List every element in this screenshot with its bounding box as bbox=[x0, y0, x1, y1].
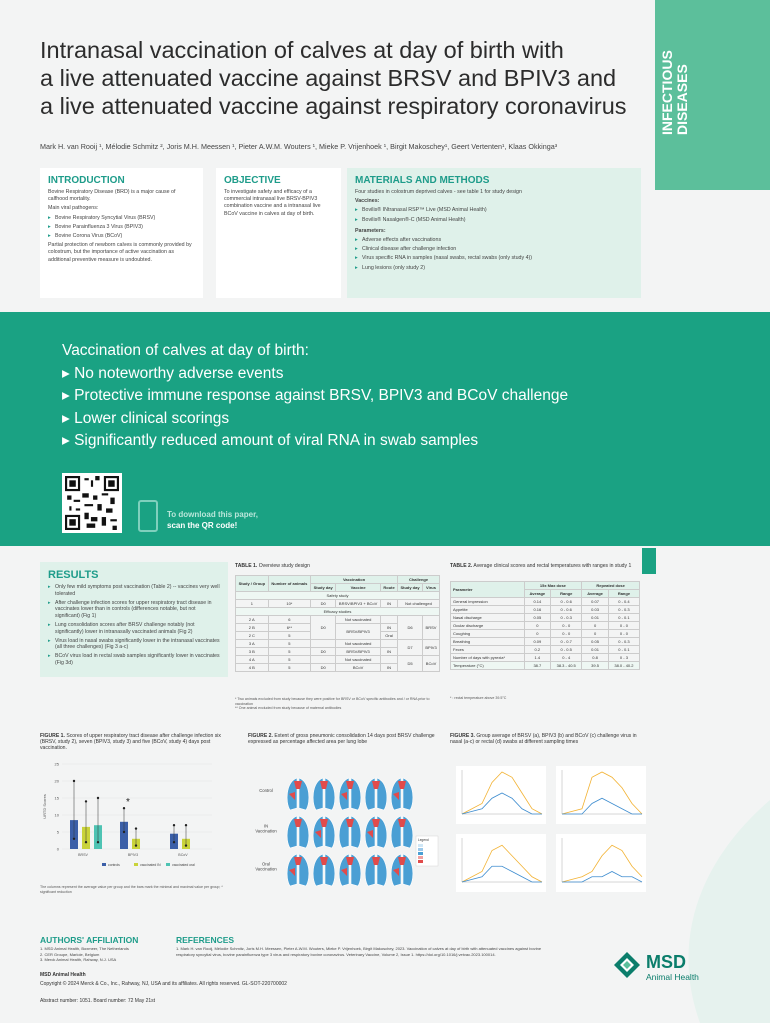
min-point bbox=[173, 841, 175, 843]
min-point bbox=[185, 844, 187, 846]
lung-diagram bbox=[313, 854, 335, 886]
row-label: Vaccination bbox=[255, 866, 277, 872]
footer-company: MSD Animal Health bbox=[40, 972, 86, 978]
min-point bbox=[123, 831, 125, 833]
pathogen-item: ▸ Bovine Parainfluenza 3 Virus (BPIV3) bbox=[48, 224, 195, 231]
significance-marker: * bbox=[126, 796, 130, 808]
lung-diagram bbox=[365, 816, 387, 848]
lung-diagram bbox=[391, 854, 413, 886]
table-row: Breathing 0.09 0 - 0.7 0.05 0 - 0.3 bbox=[451, 638, 640, 646]
msd-logo-subtitle: Animal Health bbox=[646, 972, 699, 982]
key-finding-item: ▸ No noteworthy adverse events bbox=[62, 364, 284, 382]
objective-heading: OBJECTIVE bbox=[224, 175, 281, 186]
table-row: Number of days with pyrexia* 1.4 0 - 4 0.8 0 - 3 bbox=[451, 654, 640, 662]
x-tick-label: BCoV bbox=[178, 853, 188, 857]
vaccine-item: ▸ Bovilis® INtranasal RSP™ Live (MSD Animal Health) bbox=[355, 207, 633, 214]
methods-box: MATERIALS AND METHODS Four studies in colostrum deprived calves - see table 1 for study design Vaccines: ▸ Bovilis® INtranasal RSP™ Live (MSD Animal Health) ▸ Bovilis® Nasalgen®-C (MSD Animal Health) Parameters: ▸ Adverse effects after vaccinations ▸ Clinical disease after challenge infection ▸ Virus specific RNA in samples (nasal swabs, rectal swabs (only study 4)) ▸ Lung lesions (only study 2) bbox=[347, 168, 641, 298]
legend-swatch bbox=[102, 863, 106, 866]
y-axis-label: URTD Scores bbox=[42, 794, 47, 819]
x-tick-label: BPIV3 bbox=[127, 853, 139, 857]
abstract-number: Abstract number: 1051. Board number: 72 May 21st bbox=[40, 998, 156, 1004]
figure2-caption: FIGURE 2. Extent of gross pneumonic consolidation 14 days post BRSV challenge expressed as percentage affected area per lung lobe bbox=[248, 733, 435, 746]
legend-title: Legend bbox=[418, 838, 429, 842]
pathogen-item: ▸ Bovine Respiratory Syncytial Virus (BRSV) bbox=[48, 215, 195, 222]
results-heading: RESULTS bbox=[48, 569, 99, 581]
legend-label: controls bbox=[108, 862, 120, 867]
legend-swatch bbox=[418, 856, 423, 859]
legend-label: vaccinated IN bbox=[140, 862, 161, 867]
table1-caption: TABLE 1. Overview study design bbox=[235, 563, 310, 569]
y-tick-label: 20 bbox=[54, 778, 59, 784]
introduction-heading: INTRODUCTION bbox=[48, 175, 125, 186]
min-point bbox=[73, 838, 75, 840]
table-row: 1 10* D0 BRSV/BPIV3 + BCoV IN Not challenged bbox=[236, 600, 440, 608]
lung-diagram bbox=[391, 778, 413, 810]
min-point bbox=[97, 841, 99, 843]
virus-load-panel bbox=[456, 766, 546, 824]
affiliation-list: 1. MSD Animal Health, Boxmeer, The Netherlands 2. CER Groupe, Marloie, Belgium 3. Merck Animal Health, Rahway, N.J. USA bbox=[40, 946, 129, 962]
max-point bbox=[97, 797, 99, 799]
introduction-box: INTRODUCTION Bovine Respiratory Disease (BRD) is a major cause of calfhood mortality. Main viral pathogens: ▸ Bovine Respiratory Syncytial Virus (BRSV) ▸ Bovine Parainfluenza 3 Virus (BPIV3) ▸ Bovine Corona Virus (BCoV) Partial protection of newborn calves is commonly provided by colostrum, but the importance of active vaccination as additional preventive measure is undoubted. bbox=[40, 168, 203, 298]
max-point bbox=[135, 827, 137, 829]
result-item: ▸ After challenge infection scores for upper respiratory tract disease in vaccinates lower than in controls (differences notable, but not significant) (Fig 1) bbox=[48, 600, 220, 620]
poster-title: Intranasal vaccination of calves at day of birth with a live attenuated vaccine against BRSV and BPIV3 and a live attenuated vaccine against respiratory coronavirus bbox=[40, 37, 627, 119]
table1-footnotes: * Two animals excluded from study because they were positive for BRSV or BCoV specific antibodies and / or RNA prior to vaccination ** One animal excluded from study because of maternal antibodies bbox=[235, 697, 430, 711]
lung-diagram bbox=[313, 778, 335, 810]
download-text: To download this paper, bbox=[167, 510, 258, 519]
row-label: IN bbox=[263, 823, 269, 829]
legend-swatch bbox=[166, 863, 170, 866]
panel-background bbox=[456, 834, 546, 892]
y-tick-label: 5 bbox=[56, 829, 59, 835]
side-marker bbox=[642, 548, 656, 574]
lung-lesion-figure bbox=[248, 758, 443, 898]
key-finding-item: ▸ Protective immune response against BRSV, BPIV3 and BCoV challenge bbox=[62, 387, 569, 404]
lung-diagram bbox=[339, 854, 361, 886]
table-row: Ocular discharge 0 0 - 0 0 0 - 0 bbox=[451, 622, 640, 630]
figure1-footnote: The columns represent the average value per group and the bars mark the minimal and maximal value per group; * significant reduction bbox=[40, 885, 223, 894]
virus-load-panel bbox=[456, 834, 546, 892]
authors: Mark H. van Rooij ¹, Mélodie Schmitz ², Joris M.H. Meessen ¹, Pieter A.W.M. Wouters ¹, Mieke P. Vrijenhoek ¹, Birgit Makoschey¹, Geert Vertenten¹, Klaas Okkinga³ bbox=[40, 142, 558, 151]
legend-swatch bbox=[134, 863, 138, 866]
key-finding-item: ▸ Significantly reduced amount of viral RNA in swab samples bbox=[62, 432, 479, 449]
category-label: INFECTIOUS DISEASES bbox=[659, 50, 690, 135]
msd-logo: MSD bbox=[646, 952, 686, 972]
affiliation-heading: AUTHORS' AFFILIATION bbox=[40, 935, 139, 945]
msd-logo-icon bbox=[612, 950, 642, 980]
table-row: 3 B 5 D0 BRSV/BPIV3 IN bbox=[236, 648, 440, 656]
max-point bbox=[73, 780, 75, 782]
phone-icon bbox=[138, 500, 158, 532]
parameter-item: ▸ Lung lesions (only study 2) bbox=[355, 265, 633, 272]
decorative-swoosh bbox=[640, 800, 770, 1023]
key-finding-item: ▸ Lower clinical scorings bbox=[62, 409, 230, 427]
result-item: ▸ Virus load in nasal swabs significantly lower in the intranasal vaccinates (all three challenges) (Fig 3 a-c) bbox=[48, 638, 220, 652]
table-row: Coughing 0 0 - 0 0 0 - 0 bbox=[451, 630, 640, 638]
table-row: 3 A 5 Not vaccinated D7 BPIV3 bbox=[236, 640, 440, 648]
lung-diagram bbox=[365, 778, 387, 810]
parameter-item: ▸ Clinical disease after challenge infection bbox=[355, 246, 633, 253]
methods-heading: MATERIALS AND METHODS bbox=[355, 175, 490, 186]
urtd-bar-chart bbox=[40, 758, 230, 883]
parameter-item: ▸ Adverse effects after vaccinations bbox=[355, 237, 633, 244]
lung-diagram bbox=[287, 778, 309, 810]
virus-load-panel bbox=[556, 834, 646, 892]
lung-diagram bbox=[339, 778, 361, 810]
copyright: Copyright © 2024 Merck & Co., Inc., Rahway, NJ, USA and its affiliates. All rights reserved. GL-SOT-220700002 bbox=[40, 981, 287, 987]
max-point bbox=[123, 807, 125, 809]
y-tick-label: 15 bbox=[54, 795, 59, 801]
parameter-item: ▸ Virus specific RNA in samples (nasal swabs, rectal swabs (only study 4)) bbox=[355, 255, 633, 262]
lung-diagram bbox=[287, 816, 309, 848]
table-row: 4 A 5 Not vaccinated D5 BCoV bbox=[236, 656, 440, 664]
legend-label: vaccinated oral bbox=[172, 862, 195, 867]
table-row: 2 B 6** BRSV/BPIV3 IN bbox=[236, 624, 440, 632]
table-row: Temperature (°C) 38.7 38.3 - 40.5 39.5 38.0 - 40.2 bbox=[451, 662, 640, 670]
table-row: General impression 0.14 0 - 0.6 0.07 0 - 0.4 bbox=[451, 598, 640, 606]
y-tick-label: 0 bbox=[56, 846, 59, 852]
panel-background bbox=[456, 766, 546, 824]
result-item: ▸ BCoV virus load in rectal swab samples significantly lower in vaccinates (Fig 3d) bbox=[48, 653, 220, 667]
qr-code[interactable] bbox=[62, 473, 122, 533]
table-row: 4 B 5 D0 BCoV IN bbox=[236, 664, 440, 672]
table-row: Nasal discharge 0.05 0 - 0.3 0.01 0 - 0.1 bbox=[451, 614, 640, 622]
results-box bbox=[40, 562, 228, 677]
lung-diagram bbox=[287, 854, 309, 886]
result-item: ▸ Lung consolidation scores after BRSV challenge notably (not significantly) lower in intranasally vaccinated animals (Fig 2) bbox=[48, 622, 220, 636]
lung-diagram bbox=[365, 854, 387, 886]
lung-diagram bbox=[313, 816, 335, 848]
table-row: Appetite 0.16 0 - 0.6 0.03 0 - 0.3 bbox=[451, 606, 640, 614]
min-point bbox=[135, 844, 137, 846]
vaccine-item: ▸ Bovilis® Nasalgen®-C (MSD Animal Health) bbox=[355, 217, 633, 224]
study-design-table: Study / Group Number of animals Vaccination Challenge Study day Vaccine Route Study day Virus Safety study 1 10* D0 BRSV/BPIV3 + BCoV IN Not challenged Efficacy studies 2 A 6 D0 Not vaccinated D6 BRSV 2 B 6** BRSV/BPIV3 IN 2 C 5 Oral 3 A 5 Not vaccinated D7 BPIV3 3 B 5 D0 BRSV/BPIV3 IN 4 A 5 Not vaccinated D5 BCoV 4 B 5 D0 BCoV IN bbox=[235, 575, 440, 672]
lung-legend bbox=[416, 836, 438, 866]
table2-footnote: * : rectal temperature above 39.5°C bbox=[450, 696, 507, 700]
legend-swatch bbox=[418, 860, 423, 863]
pathogen-item: ▸ Bovine Corona Virus (BCoV) bbox=[48, 233, 195, 240]
table2-caption: TABLE 2. Average clinical scores and rectal temperatures with ranges in study 1 bbox=[450, 563, 632, 569]
y-tick-label: 25 bbox=[54, 761, 59, 767]
lung-diagram bbox=[391, 816, 413, 848]
max-point bbox=[85, 800, 87, 802]
references-heading: REFERENCES bbox=[176, 935, 235, 945]
figure3-caption: FIGURE 3. Group average of BRSV (a), BPIV3 (b) and BCoV (c) challenge virus in nasal (a-c) or rectal (d) swabs at different sampling times bbox=[450, 733, 637, 746]
objective-box: OBJECTIVE To investigate safety and efficacy of a commercial intranasal live BRSV-BPIV3 combination vaccine and a intranasal live BCoV vaccine in calves at day of birth. bbox=[216, 168, 341, 298]
lung-diagram bbox=[339, 816, 361, 848]
row-label: Control bbox=[259, 788, 273, 793]
max-point bbox=[173, 824, 175, 826]
x-tick-label: BRSV bbox=[78, 853, 88, 857]
legend-swatch bbox=[418, 844, 423, 847]
panel-background bbox=[556, 766, 646, 824]
table-row: Feces 0.2 0 - 0.5 0.01 0 - 0.1 bbox=[451, 646, 640, 654]
row-label: Vaccination bbox=[255, 828, 277, 834]
legend-swatch bbox=[418, 848, 423, 851]
legend-swatch bbox=[418, 852, 423, 855]
min-point bbox=[85, 841, 87, 843]
max-point bbox=[185, 824, 187, 826]
figure1-caption: FIGURE 1. Scores of upper respiratory tract disease after challenge infection six (BRSV, study 2), seven (BPIV3, study 3) and five (BCoV, study 4) days post vaccination. bbox=[40, 733, 221, 752]
reference-item: 1. Mark H. van Rooij, Mélodie Schmitz, Joris M.H. Meessen, Pieter A.W.M. Wouters, Mieke P. Vrijenhoek, Birgit Makoschey, 2023. Vaccination of calves at day of birth with attenuated vaccines against bovine respiratory syncytial virus, bovine parainfluenza type 3 virus and respiratory bovine coronavirus. Veterinary Vaccine, Volume 2, Issue 1. https://doi.org/10.1016/j.vetvac.2023.100014. bbox=[176, 946, 542, 957]
key-findings: Vaccination of calves at day of birth: ▸ No noteworthy adverse events ▸ Protective immune response against BRSV, BPIV3 and BCoV challenge ▸ Lower clinical scorings ▸ Significantly reduced amount of viral RNA in swab samples bbox=[62, 340, 568, 453]
y-tick-label: 10 bbox=[54, 812, 59, 818]
download-cta: scan the QR code! bbox=[167, 521, 238, 530]
table-row: 2 A 6 D0 Not vaccinated D6 BRSV bbox=[236, 616, 440, 624]
row-label: Oral bbox=[262, 861, 270, 867]
result-item: ▸ Only few mild symptoms post vaccination (Table 2) -- vaccines very well tolerated bbox=[48, 584, 220, 598]
clinical-scores-table: Parameter 15x Max dose Repeated dose Average Range Average Range General impression 0.14 0 - 0.6 0.07 0 - 0.4 Appetite 0.16 0 - 0.6 0.03 0 - 0.3 Nasal discharge 0.05 0 - 0.3 0.01 0 - 0.1 Ocular discharge 0 0 - 0 0 0 - 0 Coughing 0 0 - 0 0 0 - 0 Breathing 0.09 0 - 0.7 0.05 0 - 0.3 Feces 0.2 0 - 0.5 0.01 0 - 0.1 Number of days with pyrexia* 1.4 0 - 4 0.8 0 - 3 Temperature (°C) 38.7 38.3 - 40.5 39.5 38.0 - 40.2 bbox=[450, 581, 640, 670]
table-row: 2 C 5 Oral bbox=[236, 632, 440, 640]
panel-background bbox=[556, 834, 646, 892]
virus-load-charts bbox=[450, 758, 650, 898]
virus-load-panel bbox=[556, 766, 646, 824]
